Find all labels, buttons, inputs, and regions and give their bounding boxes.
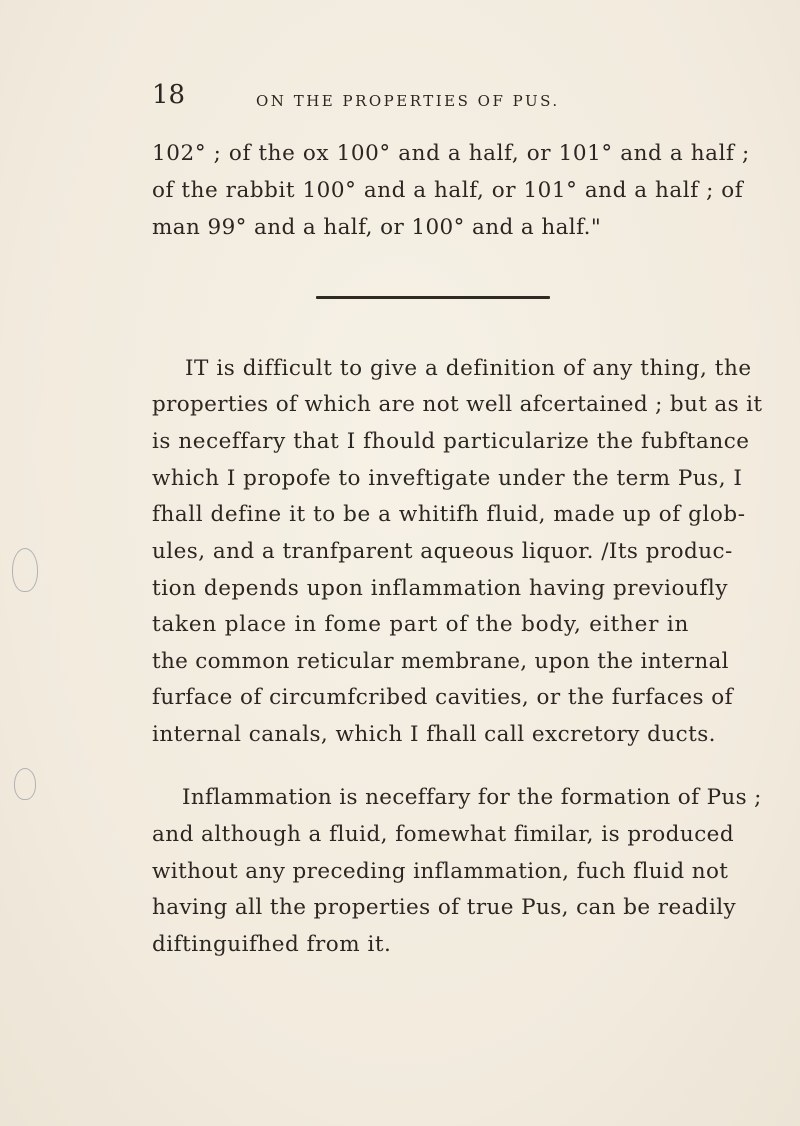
text-line: and although a fluid, fomewhat fimilar, is produced [152, 822, 735, 847]
text-line: furface of circumfcribed cavities, or the furfaces of [152, 685, 734, 710]
text-line: properties of which are not well afcertained ; but as it [152, 392, 763, 417]
section-divider [316, 296, 550, 299]
text-line: internal canals, which I fhall call excretory ducts. [152, 722, 716, 747]
page-header [152, 80, 632, 118]
running-head: ON THE PROPERTIES OF PUS. [256, 92, 560, 110]
text-line: without any preceding inflammation, fuch fluid not [152, 859, 729, 884]
text-line: diftinguifhed from it. [152, 932, 392, 957]
text-line: which I propofe to inveftigate under the term Pus, I [152, 466, 743, 491]
page-number: 18 [152, 80, 186, 110]
text-line: fhall define it to be a whitifh fluid, made up of glob- [152, 502, 746, 527]
text-line: tion depends upon inflammation having previoufly [152, 576, 729, 601]
text-line: ules, and a tranfparent aqueous liquor. /Its produc- [152, 539, 733, 564]
binding-hole-mark [12, 548, 38, 592]
text-line: taken place in fome part of the body, either in [152, 612, 690, 637]
text-line: having all the properties of true Pus, can be readily [152, 895, 737, 920]
text-line: of the rabbit 100° and a half, or 101° and a half ; of [152, 178, 744, 203]
text-line: Inflammation is neceffary for the formation of Pus ; [182, 785, 762, 810]
text-line: man 99° and a half, or 100° and a half." [152, 215, 602, 240]
text-line: IT is difficult to give a definition of any thing, the [185, 356, 752, 381]
text-line: 102° ; of the ox 100° and a half, or 101° and a half ; [152, 141, 750, 166]
text-line: is neceffary that I fhould particularize the fubftance [152, 429, 750, 454]
text-line: the common reticular membrane, upon the internal [152, 649, 729, 674]
binding-hole-mark [14, 768, 36, 800]
